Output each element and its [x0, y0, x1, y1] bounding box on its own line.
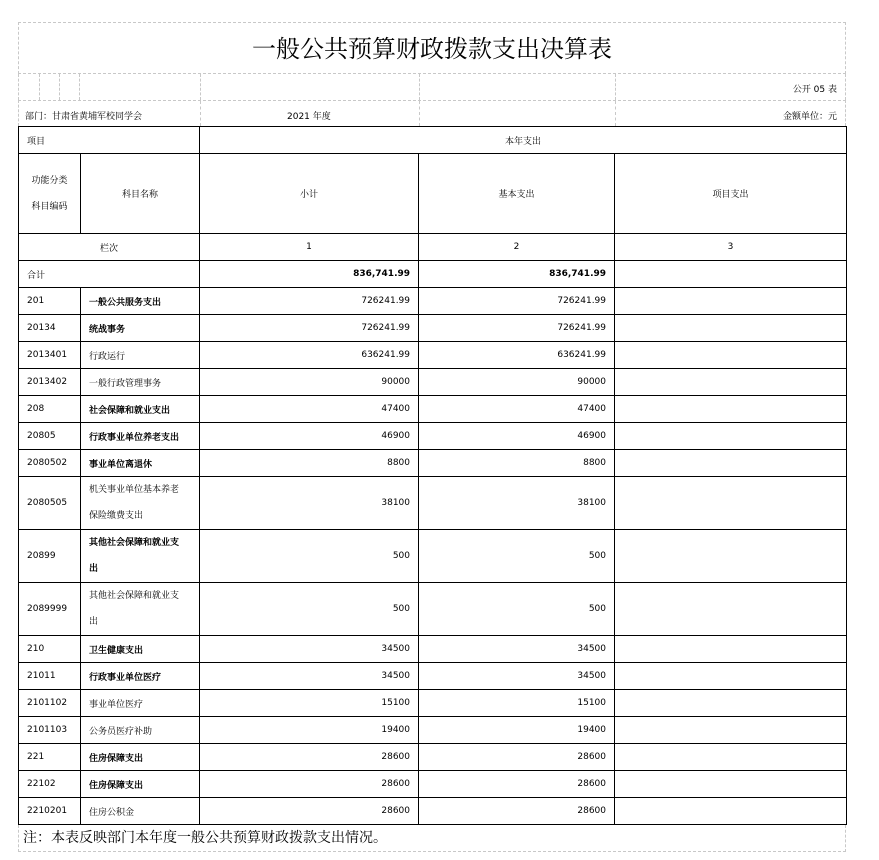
row-basic: 500: [419, 530, 615, 583]
row-subtotal: 47400: [200, 396, 419, 423]
row-subtotal: 726241.99: [200, 315, 419, 342]
header-func-code: [19, 154, 81, 234]
col-3: 3: [615, 234, 847, 261]
row-subtotal: 34500: [200, 663, 419, 690]
row-subtotal: 726241.99: [200, 288, 419, 315]
row-basic: 28600: [419, 744, 615, 771]
row-subtotal: 38100: [200, 477, 419, 530]
table-row: [19, 530, 847, 583]
row-subtotal: 28600: [200, 771, 419, 798]
header-item: 项目: [19, 127, 200, 154]
row-code: 2101102: [19, 690, 81, 717]
row-subtotal: 8800: [200, 450, 419, 477]
row-project: [615, 690, 847, 717]
row-name: [81, 477, 200, 530]
row-name: 行政运行: [81, 342, 200, 369]
row-project: [615, 423, 847, 450]
row-name: [81, 530, 200, 583]
row-project: [615, 771, 847, 798]
row-name-line2: 保险缴费支出: [89, 511, 144, 521]
table-row: [19, 771, 847, 798]
row-project: [615, 342, 847, 369]
row-project: [615, 477, 847, 530]
row-code: 210: [19, 636, 81, 663]
table-row: [19, 477, 847, 530]
row-code: 208: [19, 396, 81, 423]
department-row: [18, 100, 846, 126]
header-func-code-line2: 科目编码: [31, 201, 68, 212]
form-code: 公开 05 表: [792, 85, 837, 95]
col-label: 栏次: [19, 234, 200, 261]
row-code: 2080505: [19, 477, 81, 530]
row-code: 21011: [19, 663, 81, 690]
row-name: 一般行政管理事务: [81, 369, 200, 396]
row-subtotal: 500: [200, 530, 419, 583]
row-name: 公务员医疗补助: [81, 717, 200, 744]
header-func-code-line1: 功能分类: [31, 175, 68, 186]
row-name: 社会保障和就业支出: [81, 396, 200, 423]
header-basic: 基本支出: [419, 154, 615, 234]
row-project: [615, 288, 847, 315]
row-basic: 28600: [419, 771, 615, 798]
total-row: [19, 261, 847, 288]
row-project: [615, 636, 847, 663]
row-basic: 34500: [419, 663, 615, 690]
row-subtotal: 15100: [200, 690, 419, 717]
table-row: [19, 717, 847, 744]
row-name: 住房保障支出: [81, 771, 200, 798]
row-basic: 47400: [419, 396, 615, 423]
row-basic: 38100: [419, 477, 615, 530]
row-name-line1: 机关事业单位基本养老: [89, 485, 180, 495]
row-basic: 19400: [419, 717, 615, 744]
row-name: 统战事务: [81, 315, 200, 342]
table-row: [19, 744, 847, 771]
row-basic: 15100: [419, 690, 615, 717]
table-row: [19, 663, 847, 690]
row-basic: 726241.99: [419, 288, 615, 315]
row-name-line2: 出: [89, 617, 99, 627]
row-code: 2013402: [19, 369, 81, 396]
row-basic: 8800: [419, 450, 615, 477]
row-code: 2080502: [19, 450, 81, 477]
row-subtotal: 500: [200, 583, 419, 636]
row-name: 事业单位医疗: [81, 690, 200, 717]
row-name: 行政事业单位养老支出: [81, 423, 200, 450]
row-name: 事业单位离退休: [81, 450, 200, 477]
row-project: [615, 369, 847, 396]
row-name-line1: 其他社会保障和就业支: [89, 591, 180, 601]
row-code: 2101103: [19, 717, 81, 744]
row-code: 2013401: [19, 342, 81, 369]
col-2: 2: [419, 234, 615, 261]
total-basic: 836,741.99: [419, 261, 615, 288]
table-row: [19, 342, 847, 369]
row-code: 2089999: [19, 583, 81, 636]
row-code: 20899: [19, 530, 81, 583]
row-basic: 726241.99: [419, 315, 615, 342]
row-subtotal: 19400: [200, 717, 419, 744]
table-row: [19, 315, 847, 342]
table-row: [19, 369, 847, 396]
row-subtotal: 636241.99: [200, 342, 419, 369]
row-basic: 46900: [419, 423, 615, 450]
row-project: [615, 583, 847, 636]
header-row-1: [19, 127, 847, 154]
row-name: 行政事业单位医疗: [81, 663, 200, 690]
row-code: 201: [19, 288, 81, 315]
row-subtotal: 28600: [200, 744, 419, 771]
table-row: [19, 423, 847, 450]
table-row: [19, 798, 847, 825]
header-subject-name: 科目名称: [81, 154, 200, 234]
column-number-row: [19, 234, 847, 261]
header-subtotal: 小计: [200, 154, 419, 234]
total-subtotal: 836,741.99: [200, 261, 419, 288]
row-code: 221: [19, 744, 81, 771]
row-subtotal: 28600: [200, 798, 419, 825]
table-row: [19, 396, 847, 423]
row-code: 20134: [19, 315, 81, 342]
row-project: [615, 315, 847, 342]
footnote: 注：本表反映部门本年度一般公共预算财政拨款支出情况。: [18, 825, 846, 852]
row-basic: 500: [419, 583, 615, 636]
header-project: 项目支出: [615, 154, 847, 234]
row-project: [615, 450, 847, 477]
report-sheet: [18, 22, 846, 852]
department-label: 部门：甘肃省黄埔军校同学会: [25, 112, 143, 122]
row-name: 卫生健康支出: [81, 636, 200, 663]
total-project: [615, 261, 847, 288]
row-name: [81, 583, 200, 636]
row-code: 22102: [19, 771, 81, 798]
form-code-row: [18, 74, 846, 100]
table-row: [19, 583, 847, 636]
expense-table: [18, 126, 847, 825]
table-row: [19, 288, 847, 315]
row-name-line1: 其他社会保障和就业支: [89, 538, 180, 548]
table-row: [19, 636, 847, 663]
row-name: 住房公积金: [81, 798, 200, 825]
row-basic: 90000: [419, 369, 615, 396]
row-subtotal: 46900: [200, 423, 419, 450]
unit-label: 金额单位：元: [782, 112, 837, 122]
row-name: 一般公共服务支出: [81, 288, 200, 315]
table-row: [19, 690, 847, 717]
row-project: [615, 798, 847, 825]
table-row: [19, 450, 847, 477]
row-project: [615, 744, 847, 771]
row-basic: 34500: [419, 636, 615, 663]
row-project: [615, 717, 847, 744]
row-code: 2210201: [19, 798, 81, 825]
page-title: 一般公共预算财政拨款支出决算表: [18, 22, 846, 74]
header-current-expense: 本年支出: [200, 127, 847, 154]
col-1: 1: [200, 234, 419, 261]
year-label: 2021 年度: [287, 112, 331, 122]
row-name-line2: 出: [89, 564, 99, 574]
row-code: 20805: [19, 423, 81, 450]
row-basic: 636241.99: [419, 342, 615, 369]
row-subtotal: 34500: [200, 636, 419, 663]
row-project: [615, 396, 847, 423]
header-row-2: [19, 154, 847, 234]
row-project: [615, 530, 847, 583]
row-subtotal: 90000: [200, 369, 419, 396]
row-project: [615, 663, 847, 690]
row-name: 住房保障支出: [81, 744, 200, 771]
row-basic: 28600: [419, 798, 615, 825]
total-label: 合计: [19, 261, 200, 288]
